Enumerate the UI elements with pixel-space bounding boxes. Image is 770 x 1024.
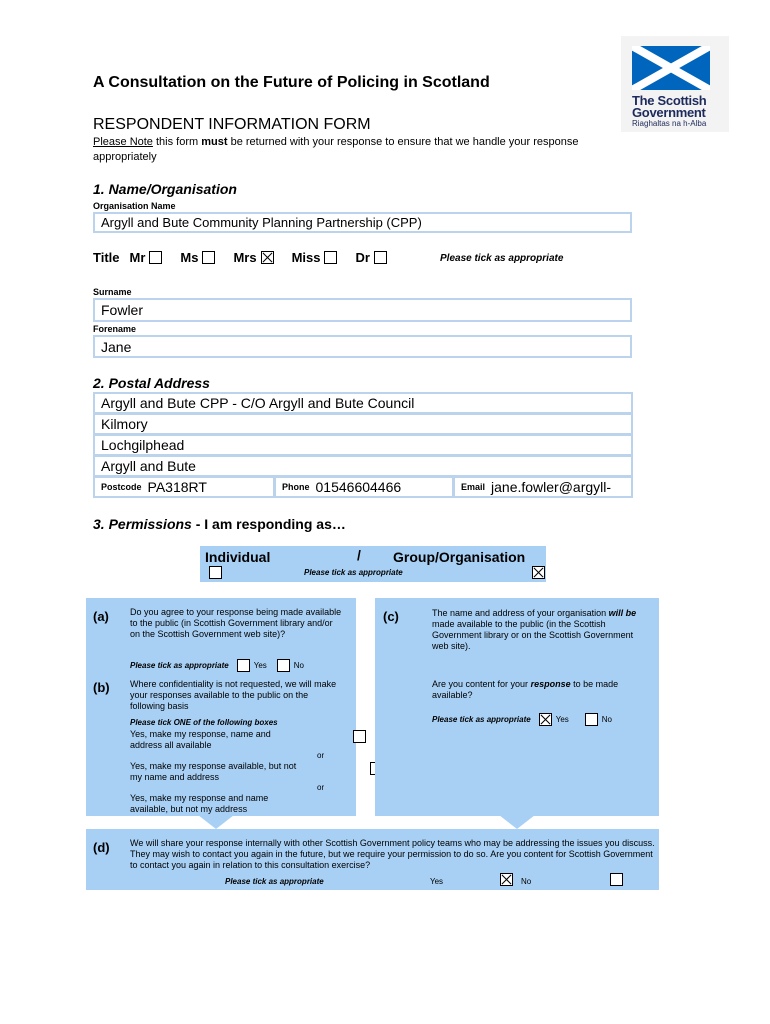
forename-field[interactable]: Jane [93, 335, 632, 358]
checkbox-dr[interactable] [374, 251, 387, 264]
org-name-field[interactable]: Argyll and Bute Community Planning Partnership (CPP) [93, 212, 632, 233]
answer-a-row: Please tick as appropriate Yes No [130, 661, 305, 670]
checkbox-mrs[interactable] [261, 251, 274, 264]
form-title: RESPONDENT INFORMATION FORM [93, 116, 371, 133]
org-name-label: Organisation Name [93, 201, 176, 211]
panel-letter-a: (a) [93, 609, 109, 624]
logo-gaelic-text: Riaghaltas na h-Alba [632, 119, 707, 128]
tick-note: Please tick as appropriate [225, 877, 324, 886]
group-label: Group/Organisation [393, 549, 526, 565]
logo-text: The Scottish [632, 93, 707, 108]
option-b2-label: Yes, make my response available, but not my name and address [130, 761, 297, 782]
panel-arrow [198, 815, 234, 829]
checkbox-a-no[interactable] [277, 659, 290, 672]
or-label: or [317, 751, 325, 760]
checkbox-group[interactable] [532, 566, 545, 579]
option-b1-label: Yes, make my response, name and address all available [130, 729, 271, 750]
page-title: A Consultation on the Future of Policing in Scotland [93, 74, 490, 91]
checkbox-mr[interactable] [149, 251, 162, 264]
question-c2: Are you content for your response to be made available? [432, 679, 619, 700]
option-b3-label: Yes, make my response and name available, but not my address [130, 793, 269, 814]
title-row [93, 250, 387, 265]
question-d: We will share your response internally with other Scottish Government policy teams who may be addressing the issues you discuss. They may wish to contact you again in the future, but we require your permission to do so. Are you content for Scottish Government to contact you again in relation to this consultation exercise? [130, 838, 655, 870]
checkbox-c-yes[interactable] [539, 713, 552, 726]
checkbox-individual[interactable] [209, 566, 222, 579]
section-heading: 3. Permissions - I am responding as… [93, 516, 346, 532]
answer-c-row: Please tick as appropriate Yes No [432, 715, 613, 724]
email-field[interactable]: Email jane.fowler@argyll- [453, 476, 633, 498]
checkbox-b1[interactable] [353, 730, 366, 743]
surname-field[interactable]: Fowler [93, 298, 632, 322]
title-option-miss: Miss [291, 250, 321, 265]
checkbox-ms[interactable] [202, 251, 215, 264]
checkbox-c-no[interactable] [585, 713, 598, 726]
panel-letter-d: (d) [93, 840, 110, 855]
tick-note: Please tick ONE of the following boxes [130, 718, 278, 727]
address-line-2[interactable]: Kilmory [93, 413, 633, 435]
address-line-3[interactable]: Lochgilphead [93, 434, 633, 456]
panel-arrow [499, 815, 535, 829]
form-note: Please Note this form must be returned with your response to ensure that we handle your response appropriately [93, 136, 579, 163]
title-option-mr: Mr [129, 250, 146, 265]
panel-letter-b: (b) [93, 680, 110, 695]
logo-text: Government [632, 105, 706, 120]
no-label: No [521, 877, 532, 886]
tick-note: Please tick as appropriate [304, 568, 403, 577]
title-option-mrs: Mrs [233, 250, 257, 265]
address-line-4[interactable]: Argyll and Bute [93, 455, 633, 477]
forename-label: Forename [93, 324, 137, 334]
tick-note: Please tick as appropriate [440, 253, 564, 264]
panel-letter-c: (c) [383, 609, 399, 624]
question-a: Do you agree to your response being made available to the public (in Scottish Government library and/or on the Scottish Government web site)? [130, 607, 342, 639]
slash-separator: / [357, 547, 361, 563]
phone-field[interactable]: Phone 01546604466 [274, 476, 454, 498]
checkbox-d-yes[interactable] [500, 873, 513, 886]
saltire-flag-icon [632, 46, 710, 90]
postcode-field[interactable]: Postcode PA318RT [93, 476, 275, 498]
address-line-1[interactable]: Argyll and Bute CPP - C/O Argyll and Bute Council [93, 392, 633, 414]
checkbox-a-yes[interactable] [237, 659, 250, 672]
or-label: or [317, 783, 325, 792]
checkbox-miss[interactable] [324, 251, 337, 264]
individual-label: Individual [205, 549, 271, 565]
surname-label: Surname [93, 287, 132, 297]
title-option-ms: Ms [180, 250, 199, 265]
section-heading: 1. Name/Organisation [93, 181, 237, 197]
question-c: The name and address of your organisation will be made available to the public (in the Scottish Government library or on the Scottish Government web site). [432, 608, 637, 651]
section-heading: 2. Postal Address [93, 375, 210, 391]
checkbox-d-no[interactable] [610, 873, 623, 886]
yes-label: Yes [430, 877, 444, 886]
title-option-dr: Dr [355, 250, 370, 265]
question-b: Where confidentiality is not requested, we will make your responses available to the public on the following basis [130, 679, 337, 711]
title-label: Title [93, 250, 120, 265]
